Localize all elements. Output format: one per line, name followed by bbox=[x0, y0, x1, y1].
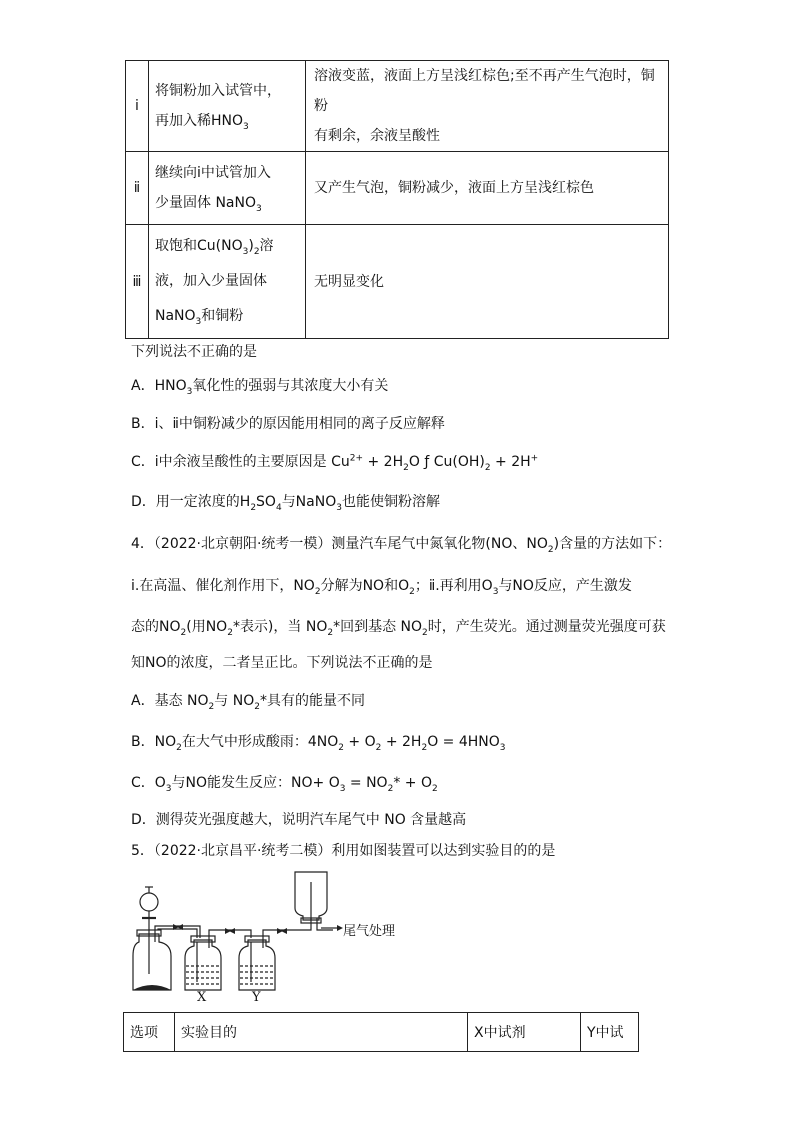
table-row bbox=[126, 152, 669, 225]
operation-cell: 继续向ⅰ中试管加入 少量固体 NaNO$_3$ bbox=[149, 152, 306, 225]
header-option: 选项 bbox=[124, 1013, 175, 1052]
washing-bottle-x bbox=[185, 940, 221, 990]
option-a: A．基态 $NO_2$与 $NO_2*$具有的能量不同 bbox=[131, 693, 365, 712]
options-table bbox=[123, 1012, 639, 1052]
phenomenon-cell: 溶液变蓝，液面上方呈浅红棕色;至不再产生气泡时，铜粉 有剩余，余液呈酸性 bbox=[306, 61, 669, 152]
table-row bbox=[126, 225, 669, 339]
phenomenon-cell: 无明显变化 bbox=[306, 225, 669, 339]
table-row bbox=[126, 61, 669, 152]
label-y: Y bbox=[252, 990, 261, 1005]
q4-line-4: 知NO的浓度，二者呈正比。下列说法不正确的是 bbox=[131, 655, 433, 671]
header-x-reagent: X中试剂 bbox=[468, 1013, 581, 1052]
washing-bottle-y bbox=[239, 940, 275, 990]
option-b: B．ⅰ、ⅱ中铜粉减少的原因能用相同的离子反应解释 bbox=[131, 416, 445, 432]
q4-line-3: 态的$NO_2$(用$NO_2*$表示)，当 $NO_2*$回到基态 $NO_2$时，产生荧光。通过测量荧光强度可获 bbox=[131, 619, 666, 638]
option-b: B．$NO_2$在大气中形成酸雨：$4NO_2 + O_2 + 2H_2O = 4HNO_3$ bbox=[131, 734, 506, 753]
row-number: ⅲ bbox=[126, 225, 149, 339]
row-number: ⅰ bbox=[126, 61, 149, 152]
phenomenon-cell: 又产生气泡，铜粉减少，液面上方呈浅红棕色 bbox=[306, 152, 669, 225]
reaction-flask bbox=[133, 934, 171, 990]
q4-line-1: 4．（2022·北京朝阳·统考一模）测量汽车尾气中氮氧化物(NO、$NO_2$)含量的方法如下： bbox=[131, 536, 672, 555]
q4-line-2: ⅰ.在高温、催化剂作用下，$NO_2$分解为NO和$O_2$；ⅱ.再利用$O_3$与NO反应，产生激发 bbox=[131, 578, 632, 597]
option-c: C．ⅰ中余液呈酸性的主要原因是 $Cu^{2+} + 2H_2O$ ƒ $Cu(OH)_2 + 2H^+$ bbox=[131, 453, 539, 473]
option-a: A．$HNO_3$氧化性的强弱与其浓度大小有关 bbox=[131, 378, 389, 397]
row-number: ⅱ bbox=[126, 152, 149, 225]
header-y-reagent: Y中试 bbox=[581, 1013, 639, 1052]
option-d: D．用一定浓度的$H_2SO_4$与NaNO$_3$也能使铜粉溶解 bbox=[131, 494, 440, 513]
option-c: C．$O_3$与NO能发生反应：$NO+ O_3 = NO_2* + O_2$ bbox=[131, 775, 438, 794]
separatory-funnel bbox=[140, 893, 158, 911]
operation-cell: 取饱和$Cu(NO_3)_2$溶 液，加入少量固体 NaNO$_3$和铜粉 bbox=[149, 225, 306, 339]
option-d: D．测得荧光强度越大，说明汽车尾气中 NO 含量越高 bbox=[131, 812, 467, 828]
header-purpose: 实验目的 bbox=[175, 1013, 468, 1052]
experiment-table bbox=[125, 60, 669, 339]
exhaust-label: 尾气处理 bbox=[343, 924, 396, 939]
question-stem: 下列说法不正确的是 bbox=[131, 344, 257, 360]
label-x: X bbox=[197, 990, 207, 1005]
operation-cell: 将铜粉加入试管中， 再加入稀$HNO_3$ bbox=[149, 61, 306, 152]
table-header-row bbox=[124, 1013, 639, 1052]
q5-stem: 5．（2022·北京昌平·统考二模）利用如图装置可以达到实验目的的是 bbox=[131, 843, 556, 859]
